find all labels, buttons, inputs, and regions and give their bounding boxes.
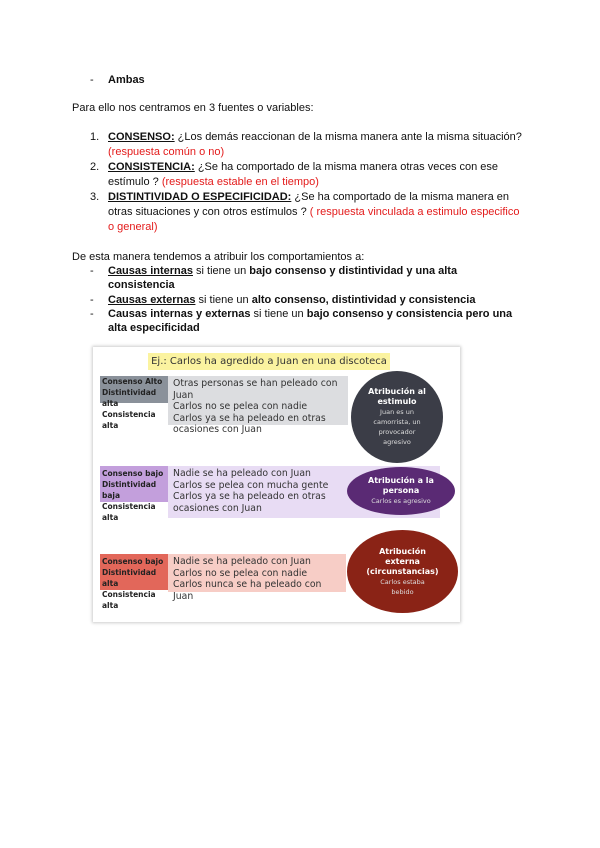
diagram-title: Ej.: Carlos ha agredido a Juan en una discoteca — [148, 353, 390, 370]
bullet: - — [90, 74, 94, 86]
variable-distintividad-cont: otras situaciones y con otros estímulos ? ( respuesta vinculada a estimulo especifico — [108, 206, 520, 218]
variable-distintividad: DISTINTIVIDAD O ESPECIFICIDAD: ¿Se ha comportado de la misma manera en — [108, 191, 510, 203]
row1-labels: Consenso Alto Distintividad alta Consistencia alta — [100, 376, 168, 403]
bullet-ambas: Ambas — [108, 74, 145, 86]
variable-consistencia-cont: estímulo ? (respuesta estable en el tiempo) — [108, 176, 319, 188]
cause-both-cont: alta especificidad — [108, 322, 200, 334]
variable-consenso: CONSENSO: ¿Los demás reaccionan de la misma manera ante la misma situación? — [108, 131, 522, 143]
list-num: 1. — [90, 131, 100, 143]
row3-attribution-circle: Atribución externa (circunstancias) Carlos estaba bebido — [347, 530, 458, 613]
attribution-intro: De esta manera tendemos a atribuir los comportamientos a: — [72, 251, 365, 263]
row1-attribution-circle: Atribución al estimulo Juan es un camorrista, un provocador agresivo — [351, 371, 443, 463]
list-num: 3. — [90, 191, 100, 203]
cause-both: Causas internas y externas si tiene un bajo consenso y consistencia pero una — [108, 308, 513, 320]
attribution-diagram — [93, 347, 460, 622]
row3-text: Nadie se ha peleado con Juan Carlos no se pelea con nadie Carlos nunca se ha peleado con Juan — [168, 554, 346, 592]
bullet: - — [90, 308, 94, 320]
note: (respuesta común o no) — [108, 146, 225, 158]
row2-labels: Consenso bajo Distintividad baja Consistencia alta — [100, 466, 168, 502]
intro-text: Para ello nos centramos en 3 fuentes o variables: — [72, 102, 314, 114]
cause-internal: Causas internas si tiene un bajo consenso y distintividad y una alta — [108, 265, 458, 277]
bullet: - — [90, 294, 94, 306]
bullet: - — [90, 265, 94, 277]
variable-consistencia: CONSISTENCIA: ¿Se ha comportado de la misma manera otras veces con ese — [108, 161, 499, 173]
note: o general) — [108, 221, 158, 233]
cause-internal-cont: consistencia — [108, 279, 175, 291]
row2-attribution-ellipse: Atribución a la persona Carlos es agresivo — [347, 467, 455, 515]
cause-external: Causas externas si tiene un alto consenso, distintividad y consistencia — [108, 294, 476, 306]
row2-text: Nadie se ha peleado con Juan Carlos se pelea con mucha gente Carlos ya se ha peleado en otras ocasiones con Juan — [168, 466, 440, 518]
row3-labels: Consenso bajo Distintividad alta Consistencia alta — [100, 554, 168, 590]
list-num: 2. — [90, 161, 100, 173]
row1-text: Otras personas se han peleado con Juan Carlos no se pelea con nadie Carlos ya se ha peleado en otras ocasiones con Juan — [168, 376, 348, 425]
